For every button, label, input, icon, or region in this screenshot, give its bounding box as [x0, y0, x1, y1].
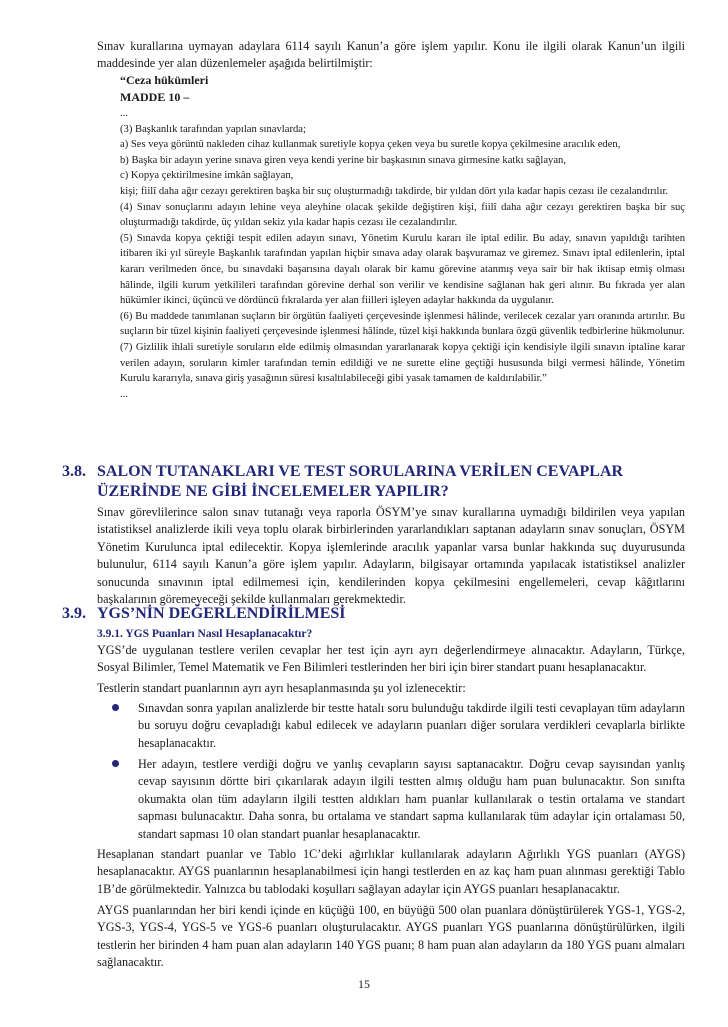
quote-item: (7) Gizlilik ihlali suretiyle soruların elde edilmiş olmasından yararlanarak kopya çektiği için kendisiyle ilgili sınavın iptaline karar verilen adayın, soruların kimler tarafından temin edildiği ve ne surette eline geçtiği hususunda bilgi vermesi hâlinde, Yönetim Kurulu kararıyla, sınava giriş yasağının süresi kısaltılabileceği gibi yasak tamamen de kaldırılabilir.” — [120, 341, 685, 385]
section-title-3-8-line2: ÜZERİNDE NE GİBİ İNCELEMELER YAPILIR? — [97, 483, 449, 500]
section-3-8-body: Sınav görevlilerince salon sınav tutanağı veya raporla ÖSYM’ye sınav kurallarına uymadığı bildirilen veya yapılan istatistiksel analizlerde ikili veya toplu olarak birbirlerinden yararlandıkları saptanan adayların sınav sonuçları, ÖSYM Yönetim Kurulunca iptal edilecektir. Kopya işlemlerinde aracılık yapanlar varsa bunlar hakkında suç duyurusunda bulunulur, 6114 sayılı Kanun’a göre işlem yapılır. Adayların, bilgisayar ortamında yapılacak istatistiksel analizler sonucunda sınavının iptal edilmemesi için, kendilerinden kopya çekilmesini engellemeleri, cevap kâğıtlarını başkalarının göremeyeceği şekilde kullanmaları gerekmektedir. — [97, 505, 685, 607]
bullet-text: Her adayın, testlere verdiği doğru ve yanlış cevapların sayısı saptanacaktır. Doğru cevap sayısından yanlış cevap sayısının dörtte biri çıkarılarak adayın ilgili testten almış olduğu ham puan bulunacaktır. Son sınıfta okumakta olan tüm adayların ilgili testten aldıkları ham puanlar kullanılarak o testin ortalama ve standart sapması bulunacaktır. Daha sonra, bu ortalama ve standart sapma kullanılarak tüm adaylar için ortalaması 50, standart sapması 10 olan standart puanlar hesaplanacaktır. — [138, 757, 685, 841]
quote-heading: “Ceza hükümleri — [120, 73, 209, 87]
section-3-9-p3: Hesaplanan standart puanlar ve Tablo 1C’deki ağırlıklar kullanılarak adayların Ağırlıklı YGS puanları (AYGS) hesaplanacaktır. AYGS puanlarının hesaplanabilmesi için hangi testlerden en az kaç ham puan alınması gerektiği Tablo 1B’de görülmektedir. Yalnızca bu tablodaki koşulları sağlayan adaylar için AYGS puanları hesaplanacaktır. — [97, 847, 685, 896]
quote-item: b) Başka bir adayın yerine sınava giren veya kendi yerine bir başkasının sınava girmesine katkı sağlayan, — [120, 154, 566, 166]
quote-item: (5) Sınavda kopya çektiği tespit edilen adayın sınavı, Yönetim Kurulu kararı ile iptal edilir. Bu aday, sınavın yapıldığı tarihten itibaren iki yıl süreyle Başkanlık tarafından yapılan hiçbir sınava aday olarak başvuramaz ve giremez. Sınavı iptal edilenlerin, iptal kararı verilmeden önce, bu sınavdaki başarısına dayalı olarak bir kamu görevine atanmış veya sair bir hak iktisap etmiş olması hâlinde, ilgili kurum yetkilileri tarafından görevine derhal son verilir ve kendisine sağlanan hak geri alınır. Bu fıkrada yer alan hükümler ikinci, üçüncü ve dördüncü fıkralarda yer alan fiilleri işleyen adaylar hakkında da uygulanır. — [120, 232, 685, 307]
section-3-9-p4: AYGS puanlarından her biri kendi içinde en küçüğü 100, en büyüğü 500 olan puanlara dönüştürülerek YGS-1, YGS-2, YGS-3, YGS-4, YGS-5 ve YGS-6 puanları oluşturulacaktır. AYGS puanları YGS puanlarına dönüştürülürken, ilgili testlerin her birinden 4 ham puan alan adayların 140 YGS puanı; 8 ham puan alan adayların da 180 YGS puanı almaları sağlanacaktır. — [97, 903, 685, 970]
section-3-9-p2: Testlerin standart puanlarının ayrı ayrı hesaplanmasında şu yol izlenecektir: — [97, 681, 466, 695]
quote-ellipsis-top: ... — [120, 108, 128, 119]
subsection-title-3-9-1: 3.9.1. YGS Puanları Nasıl Hesaplanacaktır? — [97, 628, 313, 640]
quote-ellipsis-bottom: ... — [120, 388, 128, 400]
section-number-3-8: 3.8. — [62, 463, 86, 480]
section-3-9-p1: YGS’de uygulanan testlere verilen cevaplar her test için ayrı ayrı değerlendirmeye alınacaktır. Adayların, Türkçe, Sosyal Bilimler, Temel Matematik ve Fen Bilimleri testlerinden her biri için birer standart puanı hesaplanacaktır. — [97, 643, 685, 675]
page-number: 15 — [358, 977, 370, 991]
section-title-3-9: YGS’NİN DEĞERLENDİRİLMESİ — [97, 605, 346, 622]
intro-paragraph: Sınav kurallarına uymayan adaylara 6114 sayılı Kanun’a göre işlem yapılır. Konu ile ilgili olarak Kanun’un ilgili maddesinde yer alan düzenlemeler aşağıda belirtilmiştir: — [97, 39, 685, 70]
law-quote — [120, 72, 685, 402]
bullet-icon — [112, 704, 119, 711]
section-title-3-8-line1: SALON TUTANAKLARI VE TEST SORULARINA VERİLEN CEVAPLAR — [97, 463, 624, 480]
quote-item: c) Kopya çektirilmesine imkân sağlayan, — [120, 170, 294, 182]
quote-article: MADDE 10 – — [120, 90, 190, 104]
quote-item: kişi; fiilî daha ağır cezayı gerektiren başka bir suç oluşturmadığı takdirde, bir yıldan dört yıla kadar hapis cezası ile cezalandırılır. — [120, 185, 669, 197]
bullet-icon — [112, 760, 119, 767]
bullet-item — [120, 756, 685, 843]
quote-item: (3) Başkanlık tarafından yapılan sınavlarda; — [120, 123, 306, 135]
quote-item: (6) Bu maddede tanımlanan suçların bir örgütün faaliyeti çerçevesinde işlenmesi hâlinde, verilecek cezalar yarı oranında artırılır. Bu suçların bir tüzel kişinin faaliyeti çerçevesinde işlenmesi hâlinde, tüzel kişi hakkında bunlara özgü güvenlik tedbirlerine hükmolunur. — [120, 310, 685, 338]
bullet-text: Sınavdan sonra yapılan analizlerde bir testte hatalı soru bulunduğu takdirde ilgili testi cevaplayan tüm adayların bu soruyu doğru cevapladığı kabul edilecek ve adayların puanları diğer sorulara verdikleri cevaplarla birlikte hesaplanacaktır. — [138, 701, 685, 750]
quote-item: a) Ses veya görüntü nakleden cihaz kullanmak suretiyle kopya çeken veya bu suretle kopya çekilmesine aracılık eden, — [120, 139, 621, 151]
bullet-item — [120, 700, 685, 752]
quote-item: (4) Sınav sonuçlarını adayın lehine veya aleyhine olacak şekilde değiştiren kişi, fiilî daha ağır cezayı gerektiren başka bir suç oluşturmadığı takdirde, üç yıldan sekiz yıla kadar hapis cezası ile cezalandırılır. — [120, 201, 685, 229]
section-number-3-9: 3.9. — [62, 605, 86, 622]
